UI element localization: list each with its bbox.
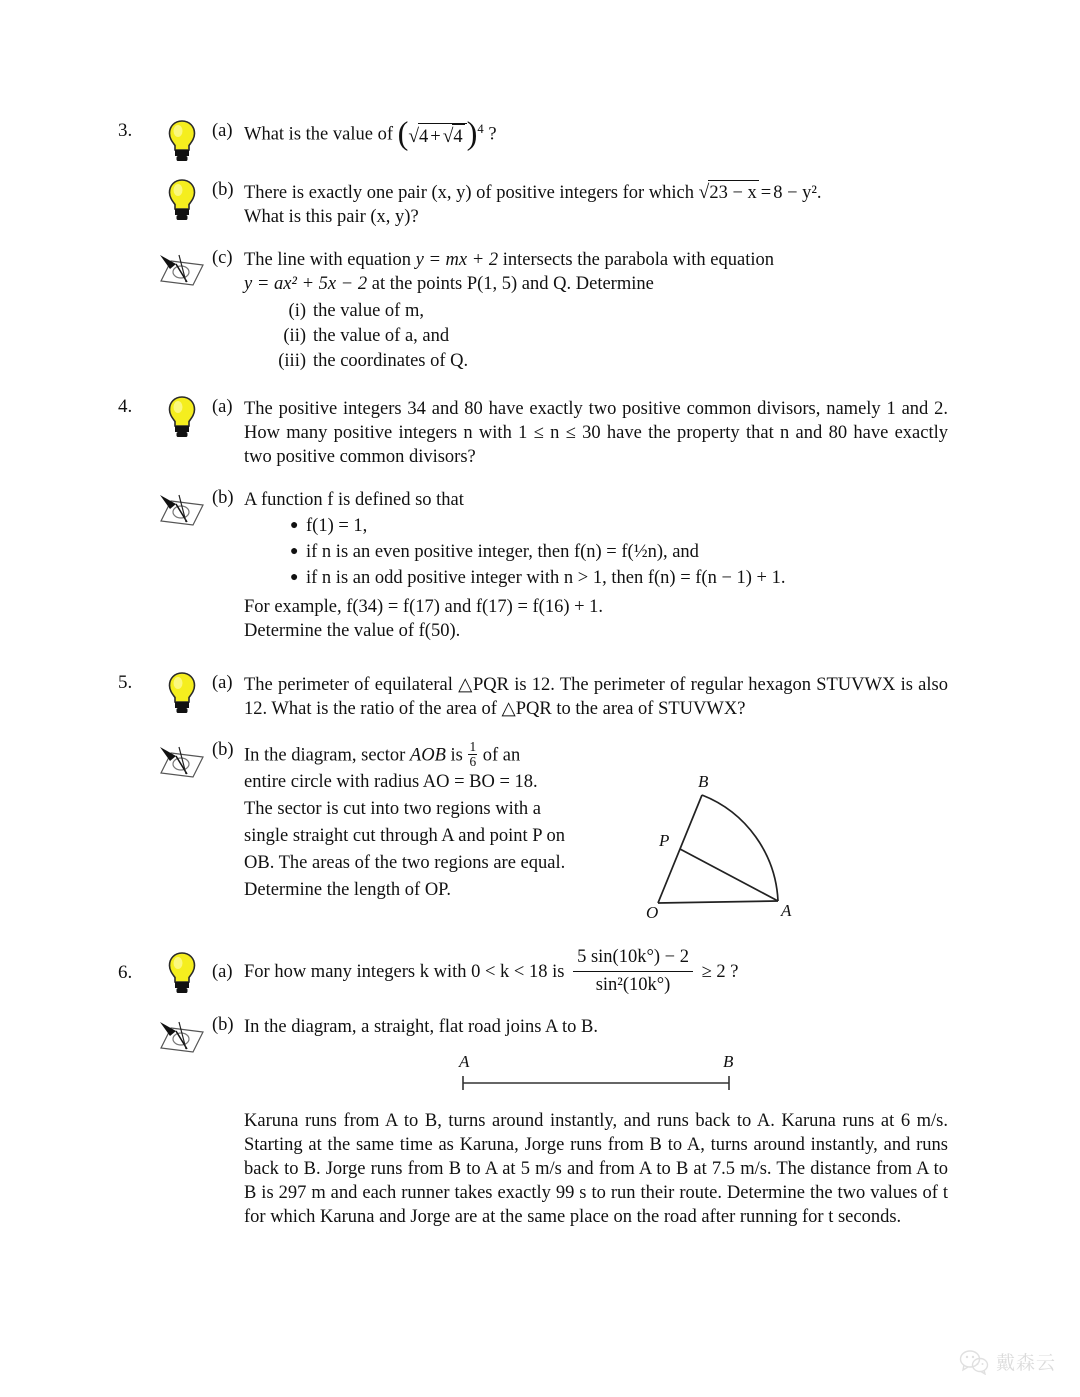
label-P: P xyxy=(659,831,670,850)
bullet-marker: ● xyxy=(290,544,299,560)
part-text xyxy=(244,177,948,229)
trailing-question-mark: ? xyxy=(488,124,497,145)
list-item xyxy=(244,540,948,566)
part-c-line-2 xyxy=(244,272,948,296)
problem-6 xyxy=(118,948,948,1229)
part-c-line-2-after: at the points P(1, 5) and Q. Determine xyxy=(371,274,654,295)
sector-line-4: single straight cut through A and point P on xyxy=(244,825,565,846)
parabola-equation: y = ax² + 5x − 2 xyxy=(244,274,368,295)
rule-text: if n is an even positive integer, then f(n) = f(½n), and xyxy=(306,542,699,563)
part-label: (c) xyxy=(212,248,233,269)
sector-diagram xyxy=(640,768,820,918)
list-item xyxy=(244,324,948,349)
pencil-on-paper-icon xyxy=(152,1012,212,1058)
bullet-marker: ● xyxy=(290,518,299,534)
problem-4-part-a xyxy=(152,394,948,469)
problem-number: 6. xyxy=(118,962,133,983)
part-text xyxy=(244,1012,948,1229)
right-paren: ) xyxy=(466,115,478,152)
wechat-logo-icon xyxy=(959,1349,989,1375)
sector-name: AOB xyxy=(409,745,446,766)
label-B: B xyxy=(698,772,709,791)
watermark xyxy=(959,1348,1056,1375)
function-intro: A function f is defined so that xyxy=(244,490,464,511)
problem-number: 5. xyxy=(118,672,133,693)
part-text xyxy=(244,737,639,903)
lightbulb-icon xyxy=(152,118,212,163)
outer-radicand-lead: 4 xyxy=(419,126,429,147)
part-label: (b) xyxy=(212,740,234,761)
sector-line-2: entire circle with radius AO = BO = 18. xyxy=(244,772,538,793)
exponent: 4 xyxy=(477,122,484,136)
part-text: The perimeter of equilateral △PQR is 12. The perimeter of regular hexagon STUVWX is also 12. What is the ratio of the area of △PQR to the area of STUVWX? xyxy=(244,675,948,720)
problem-3-part-c xyxy=(152,245,948,373)
sector-line-3: The sector is cut into two regions with a xyxy=(244,799,541,820)
fraction-denominator: 6 xyxy=(469,754,477,770)
problem-number: 4. xyxy=(118,396,133,417)
road-diagram xyxy=(244,1051,948,1099)
example-line: For example, f(34) = f(17) and f(17) = f(16) + 1. xyxy=(244,596,604,617)
subitem-text: the coordinates of Q. xyxy=(313,350,469,371)
pencil-on-paper-icon xyxy=(152,245,212,291)
part-c-lead: The line with equation xyxy=(244,250,411,271)
part-b-line-2: What is this pair (x, y)? xyxy=(244,207,419,228)
list-item xyxy=(244,514,948,540)
road-intro: In the diagram, a straight, flat road joins A to B. xyxy=(244,1016,599,1037)
road-label-A: A xyxy=(459,1051,470,1071)
subitem-text: the value of m, xyxy=(313,301,424,322)
radicand: 23 − x xyxy=(708,180,758,205)
radical-inner xyxy=(408,123,466,149)
part-label: (a) xyxy=(212,121,233,141)
sector-l1d: of an xyxy=(482,745,521,766)
part-text xyxy=(244,115,948,152)
list-item xyxy=(244,349,948,374)
roman-numeral: (ii) xyxy=(283,326,306,347)
one-sixth-fraction xyxy=(468,740,477,769)
subitem-text: the value of a, and xyxy=(313,326,450,347)
problem-5-part-b xyxy=(152,737,948,903)
part-label: (b) xyxy=(212,180,234,200)
part-a-lead: What is the value of xyxy=(244,124,393,145)
part-c-subitems xyxy=(244,299,948,373)
trig-fraction xyxy=(573,947,693,997)
part-text xyxy=(244,245,948,373)
part-text xyxy=(244,948,948,998)
roman-numeral: (i) xyxy=(288,301,306,322)
part-text: The positive integers 34 and 80 have exactly two positive common divisors, namely 1 and 2. How many positive integers n with 1 ≤ n ≤ 30 have the property that n and 80 have exactly two positive common divisors? xyxy=(244,399,948,468)
equation-radical: √23 − x xyxy=(699,180,759,205)
inner-radical: √4 xyxy=(443,124,465,149)
lightbulb-icon xyxy=(152,950,212,995)
problem-parts xyxy=(152,115,948,374)
fraction-numerator: 1 xyxy=(469,739,477,755)
problem-4 xyxy=(118,394,948,643)
part-a-lead: For how many integers k with 0 < k < 18 is xyxy=(244,962,565,983)
pencil-on-paper-icon xyxy=(152,485,212,531)
list-item xyxy=(244,566,948,592)
part-label: (b) xyxy=(212,1014,234,1035)
road-label-B: B xyxy=(723,1051,734,1071)
problem-4-part-b xyxy=(152,485,948,643)
problem-5 xyxy=(118,670,948,903)
part-c-after: intersects the parabola with equation xyxy=(502,250,774,271)
part-text xyxy=(244,485,948,643)
lightbulb-icon xyxy=(152,394,212,439)
problem-number: 3. xyxy=(118,120,133,141)
list-item xyxy=(244,299,948,324)
pencil-on-paper-icon xyxy=(152,737,212,783)
sector-line-6: Determine the length of OP. xyxy=(244,879,452,900)
problem-parts xyxy=(152,948,948,1229)
outer-radical: √4 + √4 xyxy=(408,123,466,149)
problem-6-part-b xyxy=(152,1012,948,1229)
inner-radicand: 4 xyxy=(452,124,464,149)
nested-radical-expression xyxy=(397,115,484,152)
problem-parts xyxy=(152,670,948,903)
problem-3-part-a xyxy=(152,115,948,163)
part-label: (b) xyxy=(212,488,234,509)
rule-text: f(1) = 1, xyxy=(306,516,368,537)
problem-6-part-a xyxy=(152,948,948,998)
fraction-denominator: sin²(10k°) xyxy=(595,974,671,995)
problem-5-part-a xyxy=(152,670,948,721)
rule-text: if n is an odd positive integer with n > 1, then f(n) = f(n − 1) + 1. xyxy=(306,567,786,588)
part-b-line-1-wrap: There is exactly one pair (x, y) of positive integers for which √23 − x = 8 − y². xyxy=(244,180,948,205)
equation-right: 8 − y² xyxy=(773,183,817,203)
label-A: A xyxy=(781,901,792,918)
part-label: (a) xyxy=(212,673,233,693)
sector-line-1 xyxy=(244,740,639,769)
function-rules xyxy=(244,514,948,592)
lightbulb-icon xyxy=(152,670,212,715)
relation-text: ≥ 2 ? xyxy=(701,962,739,983)
sector-l1a: In the diagram, sector xyxy=(244,745,406,766)
sector-l1c: is xyxy=(450,745,463,766)
bullet-marker: ● xyxy=(290,569,299,585)
closing-line: Determine the value of f(50). xyxy=(244,620,461,641)
problem-3 xyxy=(118,115,948,374)
lightbulb-icon xyxy=(152,177,212,222)
label-O: O xyxy=(646,903,659,918)
road-paragraph: Karuna runs from A to B, turns around instantly, and runs back to A. Karuna runs at 6 m/s. Starting at the same time as Karuna, Jorge runs from B to A, turns around instantly, and runs back to B. Jorge runs from B to A at 5 m/s and from A to B at 7.5 m/s. The distance from A to B is 297 m and each runner takes exactly 99 s to run their route. Determine the two values of t for which Karuna and Jorge are at the same place on the road after running for t seconds. xyxy=(244,1110,948,1227)
fraction-numerator: 5 sin(10k°) − 2 xyxy=(573,947,693,972)
part-c-line-1 xyxy=(244,248,948,272)
line-equation: y = mx + 2 xyxy=(415,250,499,271)
problem-parts xyxy=(152,394,948,643)
problem-3-part-b xyxy=(152,177,948,229)
left-paren: ( xyxy=(397,115,409,152)
part-label: (a) xyxy=(212,397,233,417)
roman-numeral: (iii) xyxy=(278,350,306,371)
sector-line-5: OB. The areas of the two regions are equal. xyxy=(244,852,566,873)
part-b-line-1: There is exactly one pair (x, y) of positive integers for which xyxy=(244,183,695,203)
watermark-text: 戴森云 xyxy=(995,1352,1056,1374)
part-label: (a) xyxy=(212,962,233,983)
